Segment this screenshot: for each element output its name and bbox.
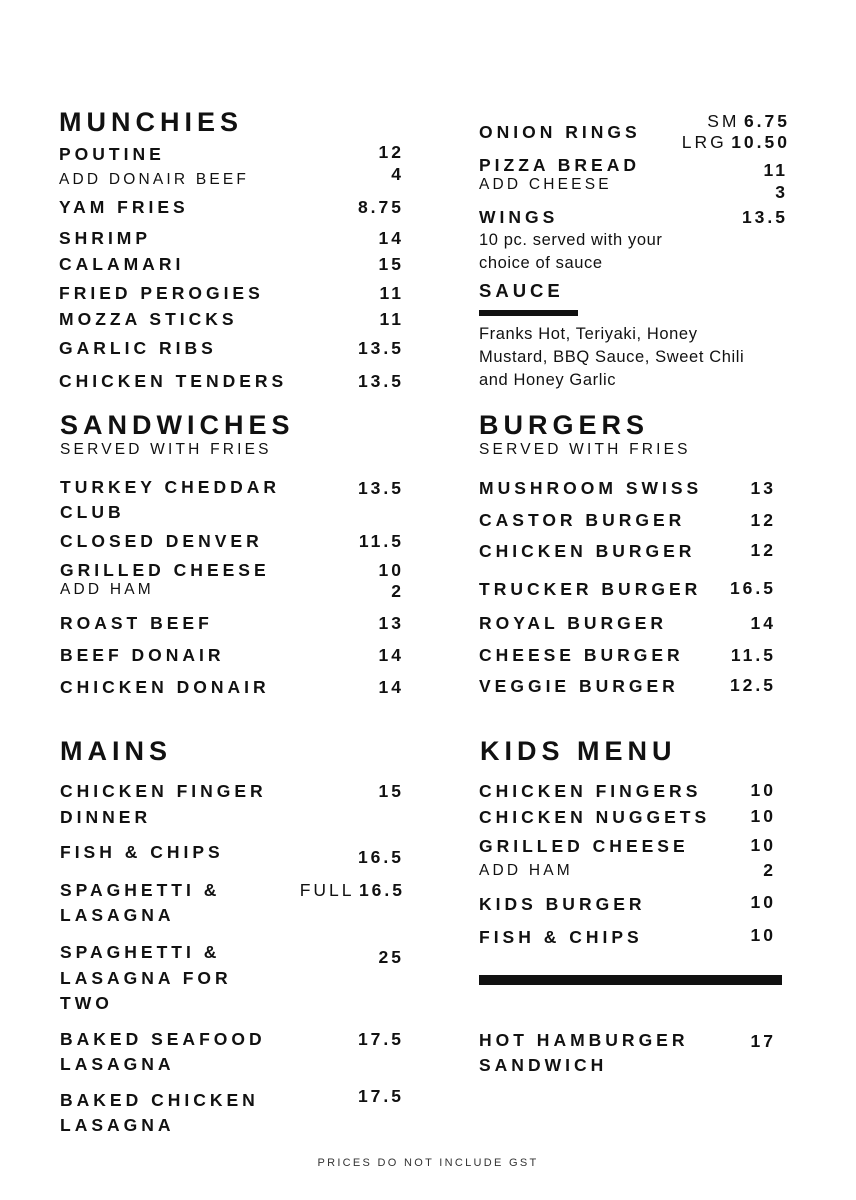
price-pizza-bread: 11 [763, 160, 788, 180]
price-royal-burger: 14 [750, 613, 776, 633]
price-onion-rings-lrg [640, 134, 790, 152]
sandwiches-subtitle: SERVED WITH FRIES [60, 441, 272, 458]
price-spaghetti-lasagna [250, 882, 405, 900]
menu-item-calamari: CALAMARI [59, 254, 185, 274]
price-yam-fries: 8.75 [357, 197, 404, 217]
price-kids-chicken-fingers: 10 [750, 780, 776, 800]
menu-item-beef-donair: BEEF DONAIR [60, 645, 225, 665]
price-fried-perogies: 11 [379, 283, 404, 303]
price-add-donair: 4 [391, 164, 404, 184]
menu-item-chicken-finger-dinner [60, 783, 267, 826]
spaghetti-line-2: LASAGNA [60, 904, 175, 925]
menu-item-cheese-burger: CHEESE BURGER [479, 645, 684, 665]
price-shrimp: 14 [378, 228, 404, 248]
menu-item-kids-burger: KIDS BURGER [479, 894, 646, 914]
menu-item-spaghetti-lasagna [60, 882, 220, 924]
seafood-line-1: BAKED SEAFOOD [60, 1029, 266, 1049]
menu-item-trucker-burger: TRUCKER BURGER [479, 579, 702, 599]
turkey-line-1: TURKEY CHEDDAR [60, 477, 280, 497]
addon-ham: ADD HAM [60, 581, 154, 598]
price-chicken-finger-dinner: 15 [378, 781, 404, 801]
spag-two-line-1: SPAGHETTI & [60, 942, 221, 962]
price-add-ham: 2 [391, 581, 404, 601]
price-poutine: 12 [378, 142, 404, 162]
chicken-finger-line-1: CHICKEN FINGER [60, 781, 267, 801]
menu-item-kids-grilled-cheese: GRILLED CHEESE [479, 836, 689, 856]
menu-item-hot-hamburger-sandwich [479, 1032, 689, 1074]
price-spag-full: 16.5 [358, 880, 405, 900]
size-label-sm: SM [707, 111, 740, 131]
sauce-description [479, 323, 744, 392]
burgers-heading: BURGERS [479, 410, 650, 440]
price-kids-add-ham: 2 [763, 860, 776, 880]
price-lrg: 10.50 [731, 132, 790, 152]
kids-menu-heading: KIDS MENU [480, 736, 677, 766]
wings-description [479, 229, 662, 275]
menu-item-chicken-burger: CHICKEN BURGER [479, 541, 696, 561]
kids-addon-ham: ADD HAM [479, 862, 573, 879]
wings-desc-line-2: choice of sauce [479, 254, 603, 272]
mains-heading: MAINS [60, 736, 172, 766]
menu-item-fish-chips: FISH & CHIPS [60, 842, 224, 862]
menu-item-kids-fish-chips: FISH & CHIPS [479, 927, 643, 947]
hot-hamburger-line-2: SANDWICH [479, 1054, 608, 1075]
size-label-lrg: LRG [681, 132, 727, 152]
menu-item-shrimp: SHRIMP [59, 228, 152, 248]
menu-item-grilled-cheese: GRILLED CHEESE [60, 560, 270, 580]
price-castor-burger: 12 [750, 510, 776, 530]
price-hot-hamburger: 17 [750, 1031, 776, 1051]
price-spaghetti-lasagna-two: 25 [378, 947, 404, 967]
menu-item-chicken-donair: CHICKEN DONAIR [60, 677, 270, 697]
size-label-full: FULL [299, 880, 355, 900]
hot-hamburger-line-1: HOT HAMBURGER [479, 1030, 689, 1050]
menu-item-turkey-cheddar-club [60, 479, 280, 521]
price-beef-donair: 14 [378, 645, 404, 665]
price-mozza-sticks: 11 [379, 309, 404, 329]
menu-item-royal-burger: ROYAL BURGER [479, 613, 668, 633]
price-chicken-tenders: 13.5 [357, 371, 404, 391]
price-kids-chicken-nuggets: 10 [750, 806, 776, 826]
menu-item-yam-fries: YAM FRIES [59, 197, 189, 217]
price-garlic-ribs: 13.5 [357, 338, 404, 358]
sauce-divider [479, 310, 578, 316]
price-wings: 13.5 [741, 207, 788, 227]
menu-item-garlic-ribs: GARLIC RIBS [59, 338, 217, 358]
sandwiches-heading: SANDWICHES [60, 410, 295, 440]
price-mushroom-swiss: 13 [750, 478, 776, 498]
menu-item-fried-perogies: FRIED PEROGIES [59, 283, 264, 303]
price-cheese-burger: 11.5 [730, 645, 776, 665]
sauce-desc-line-2: Mustard, BBQ Sauce, Sweet Chili [479, 348, 745, 366]
menu-item-roast-beef: ROAST BEEF [60, 613, 213, 633]
menu-item-closed-denver: CLOSED DENVER [60, 531, 263, 551]
menu-item-kids-chicken-nuggets: CHICKEN NUGGETS [479, 807, 711, 827]
kids-divider [479, 975, 782, 985]
chicken-finger-line-2: DINNER [60, 806, 152, 827]
price-turkey-club: 13.5 [357, 478, 404, 498]
chicken-lasagna-line-1: BAKED CHICKEN [60, 1090, 259, 1110]
price-chicken-donair: 14 [378, 677, 404, 697]
price-baked-seafood: 17.5 [357, 1029, 404, 1049]
burgers-subtitle: SERVED WITH FRIES [479, 441, 691, 458]
menu-item-mozza-sticks: MOZZA STICKS [59, 309, 238, 329]
price-kids-burger: 10 [750, 892, 776, 912]
footer-gst-note: PRICES DO NOT INCLUDE GST [317, 1157, 539, 1169]
price-roast-beef: 13 [378, 613, 404, 633]
addon-cheese: ADD CHEESE [479, 176, 612, 193]
price-fish-chips: 16.5 [357, 847, 404, 867]
menu-item-spaghetti-lasagna-two [60, 944, 232, 1013]
price-sm: 6.75 [743, 111, 790, 131]
addon-donair-beef: ADD DONAIR BEEF [59, 171, 250, 188]
wings-desc-line-1: 10 pc. served with your [479, 231, 663, 249]
menu-item-veggie-burger: VEGGIE BURGER [479, 676, 679, 696]
price-baked-chicken: 17.5 [357, 1086, 404, 1106]
menu-item-kids-chicken-fingers: CHICKEN FINGERS [479, 781, 702, 801]
menu-item-baked-chicken-lasagna [60, 1092, 259, 1134]
chicken-lasagna-line-2: LASAGNA [60, 1114, 175, 1135]
price-onion-rings-sm [640, 113, 790, 131]
price-kids-grilled-cheese: 10 [750, 835, 776, 855]
menu-item-castor-burger: CASTOR BURGER [479, 510, 686, 530]
price-chicken-burger: 12 [750, 540, 776, 560]
menu-item-mushroom-swiss: MUSHROOM SWISS [479, 478, 703, 498]
price-add-cheese: 3 [775, 182, 788, 202]
menu-item-pizza-bread: PIZZA BREAD [479, 155, 640, 175]
menu-item-wings: WINGS [479, 207, 559, 227]
price-closed-denver: 11.5 [358, 531, 404, 551]
price-calamari: 15 [378, 254, 404, 274]
menu-item-chicken-tenders: CHICKEN TENDERS [59, 371, 288, 391]
turkey-line-2: CLUB [60, 501, 125, 522]
spag-two-line-3: TWO [60, 993, 113, 1013]
spag-two-line-2: LASAGNA FOR [60, 967, 232, 988]
price-grilled-cheese: 10 [378, 560, 404, 580]
price-kids-fish-chips: 10 [750, 925, 776, 945]
sauce-heading: SAUCE [479, 280, 564, 301]
menu-item-onion-rings: ONION RINGS [479, 122, 641, 142]
sauce-desc-line-3: and Honey Garlic [479, 371, 617, 389]
sauce-desc-line-1: Franks Hot, Teriyaki, Honey [479, 325, 698, 343]
munchies-heading: MUNCHIES [59, 107, 244, 137]
menu-item-poutine: POUTINE [59, 144, 165, 164]
seafood-line-2: LASAGNA [60, 1053, 175, 1074]
price-trucker-burger: 16.5 [729, 578, 776, 598]
spaghetti-line-1: SPAGHETTI & [60, 880, 221, 900]
price-veggie-burger: 12.5 [729, 675, 776, 695]
menu-item-baked-seafood-lasagna [60, 1031, 266, 1073]
